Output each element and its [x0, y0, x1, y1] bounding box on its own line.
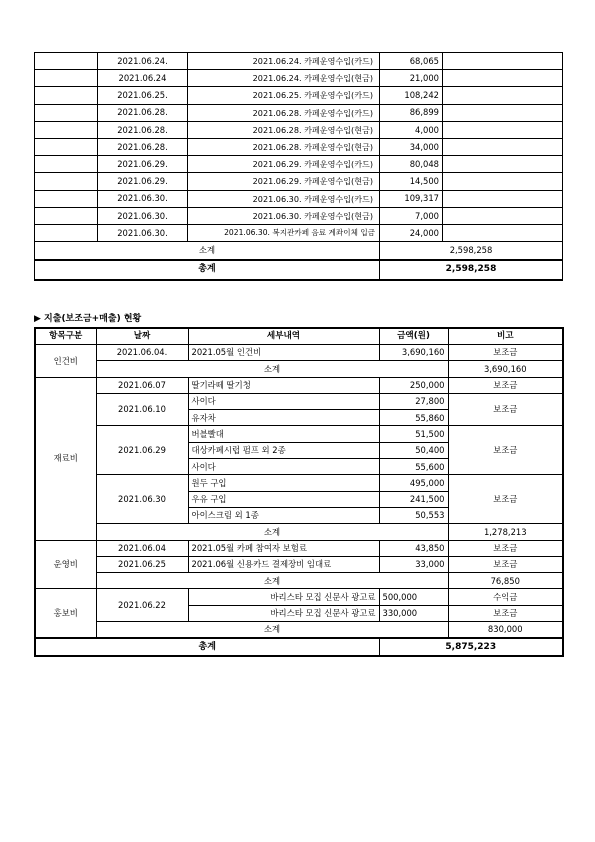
expense-amount: 500,000 [379, 589, 448, 605]
expense-detail: 2021.05월 인건비 [188, 345, 379, 361]
expense-amount: 241,500 [379, 491, 448, 507]
income-total-row [35, 260, 563, 280]
category-personnel: 인건비 [35, 345, 96, 378]
subtotal-label: 소계 [96, 622, 448, 639]
expense-amount: 50,553 [379, 507, 448, 523]
header-category: 항목구분 [35, 328, 96, 345]
expense-amount: 43,850 [379, 540, 448, 556]
table-row [35, 173, 563, 190]
expense-amount: 495,000 [379, 475, 448, 491]
section-title: ▶ 지출(보조금+매출) 현황 [34, 314, 142, 324]
income-subtotal-label: 소계 [35, 242, 380, 261]
expense-note: 보조금 [448, 475, 563, 524]
income-date: 2021.06.28. [98, 104, 188, 121]
income-amount: 86,899 [380, 104, 443, 121]
expense-date: 2021.06.22 [96, 589, 188, 622]
income-amount: 14,500 [380, 173, 443, 190]
expense-amount: 55,600 [379, 459, 448, 475]
category-promotion: 홍보비 [35, 589, 96, 638]
expense-table [34, 327, 564, 657]
subtotal-label: 소계 [96, 573, 448, 589]
income-desc: 2021.06.24. 카페운영수입(카드) [188, 53, 380, 70]
income-desc: 2021.06.29. 카페운영수입(카드) [188, 156, 380, 173]
subtotal-label: 소계 [96, 524, 448, 540]
subtotal-label: 소계 [96, 361, 448, 377]
expense-detail: 버블빨대 [188, 426, 379, 442]
income-amount: 109,317 [380, 190, 443, 207]
income-amount: 34,000 [380, 138, 443, 155]
expense-amount: 250,000 [379, 377, 448, 393]
expense-amount: 51,500 [379, 426, 448, 442]
expense-note: 보조금 [448, 556, 563, 572]
income-total-label: 총계 [35, 260, 380, 280]
expense-date: 2021.06.25 [96, 556, 188, 572]
expense-note: 보조금 [448, 377, 563, 393]
expense-date: 2021.06.10 [96, 393, 188, 426]
expense-detail: 대상카페시럽 펌프 외 2종 [188, 442, 379, 458]
expense-detail: 딸기라떼 딸기청 [188, 377, 379, 393]
income-date: 2021.06.28. [98, 121, 188, 138]
category-operations: 운영비 [35, 540, 96, 589]
expense-detail: 아이스크림 외 1종 [188, 507, 379, 523]
table-row [35, 540, 563, 556]
income-subtotal-value: 2,598,258 [380, 242, 563, 261]
table-row [35, 345, 563, 361]
header-amount: 금액(원) [379, 328, 448, 345]
expense-detail: 2021.05월 카페 참여자 보험료 [188, 540, 379, 556]
expense-date: 2021.06.07 [96, 377, 188, 393]
income-date: 2021.06.24 [98, 70, 188, 87]
income-table [34, 52, 563, 281]
income-desc: 2021.06.29. 카페운영수입(현금) [188, 173, 380, 190]
income-date: 2021.06.30. [98, 207, 188, 224]
expense-detail: 사이다 [188, 459, 379, 475]
table-row [35, 426, 563, 442]
income-desc: 2021.06.28. 카페운영수입(현금) [188, 138, 380, 155]
income-date: 2021.06.24. [98, 53, 188, 70]
income-amount: 80,048 [380, 156, 443, 173]
income-date: 2021.06.29. [98, 156, 188, 173]
subtotal-value: 1,278,213 [448, 524, 563, 540]
subtotal-row [35, 524, 563, 540]
table-row [35, 104, 563, 121]
expense-detail: 원두 구입 [188, 475, 379, 491]
subtotal-row [35, 573, 563, 589]
table-row [35, 377, 563, 393]
subtotal-row [35, 622, 563, 639]
table-row [35, 121, 563, 138]
header-note: 비고 [448, 328, 563, 345]
table-row [35, 475, 563, 491]
income-desc: 2021.06.25. 카페운영수입(카드) [188, 87, 380, 104]
income-amount: 108,242 [380, 87, 443, 104]
table-row [35, 224, 563, 241]
expense-amount: 50,400 [379, 442, 448, 458]
subtotal-row [35, 361, 563, 377]
table-row [35, 138, 563, 155]
income-desc: 2021.06.30. 카페운영수입(카드) [188, 190, 380, 207]
income-desc: 2021.06.30. 카페운영수입(현금) [188, 207, 380, 224]
expense-detail: 2021.06월 신용카드 결제장비 임대료 [188, 556, 379, 572]
header-date: 날짜 [96, 328, 188, 345]
income-amount: 24,000 [380, 224, 443, 241]
table-row [35, 207, 563, 224]
table-header-row [35, 328, 563, 345]
expense-date: 2021.06.29 [96, 426, 188, 475]
expense-amount: 33,000 [379, 556, 448, 572]
expense-date: 2021.06.30 [96, 475, 188, 524]
expense-detail: 사이다 [188, 393, 379, 409]
income-desc: 2021.06.28. 카페운영수입(카드) [188, 104, 380, 121]
expense-total-row [35, 638, 563, 656]
expense-note: 보조금 [448, 393, 563, 426]
income-date: 2021.06.25. [98, 87, 188, 104]
expense-note: 보조금 [448, 345, 563, 361]
expense-date: 2021.06.04. [96, 345, 188, 361]
income-date: 2021.06.30. [98, 190, 188, 207]
table-row [35, 156, 563, 173]
income-date: 2021.06.29. [98, 173, 188, 190]
expense-note: 수익금 [448, 589, 563, 605]
income-amount: 4,000 [380, 121, 443, 138]
income-amount: 68,065 [380, 53, 443, 70]
subtotal-value: 830,000 [448, 622, 563, 639]
income-desc: 2021.06.28. 카페운영수입(현금) [188, 121, 380, 138]
expense-amount: 27,800 [379, 393, 448, 409]
income-amount: 7,000 [380, 207, 443, 224]
expense-date: 2021.06.04 [96, 540, 188, 556]
income-subtotal-row [35, 242, 563, 261]
expense-detail: 우유 구입 [188, 491, 379, 507]
expense-note: 보조금 [448, 605, 563, 621]
expense-total-label: 총계 [35, 638, 379, 656]
expense-amount: 330,000 [379, 605, 448, 621]
table-row [35, 87, 563, 104]
expense-note: 보조금 [448, 426, 563, 475]
table-row [35, 53, 563, 70]
expense-detail: 바리스타 모집 신문사 광고료 [188, 605, 379, 621]
table-row [35, 70, 563, 87]
income-date: 2021.06.28. [98, 138, 188, 155]
table-row [35, 556, 563, 572]
category-materials: 재료비 [35, 377, 96, 540]
subtotal-value: 76,850 [448, 573, 563, 589]
expense-note: 보조금 [448, 540, 563, 556]
expense-detail: 바리스타 모집 신문사 광고료 [188, 589, 379, 605]
table-row [35, 589, 563, 605]
income-amount: 21,000 [380, 70, 443, 87]
expense-amount: 3,690,160 [379, 345, 448, 361]
table-row [35, 190, 563, 207]
expense-detail: 유자차 [188, 410, 379, 426]
expense-amount: 55,860 [379, 410, 448, 426]
expense-total-value: 5,875,223 [379, 638, 563, 656]
income-desc: 2021.06.24. 카페운영수입(현금) [188, 70, 380, 87]
income-date: 2021.06.30. [98, 224, 188, 241]
subtotal-value: 3,690,160 [448, 361, 563, 377]
income-total-value: 2,598,258 [380, 260, 563, 280]
header-detail: 세부내역 [188, 328, 379, 345]
income-desc: 2021.06.30. 복지관카페 음료 계좌이체 입금 [188, 224, 380, 241]
table-row [35, 393, 563, 409]
